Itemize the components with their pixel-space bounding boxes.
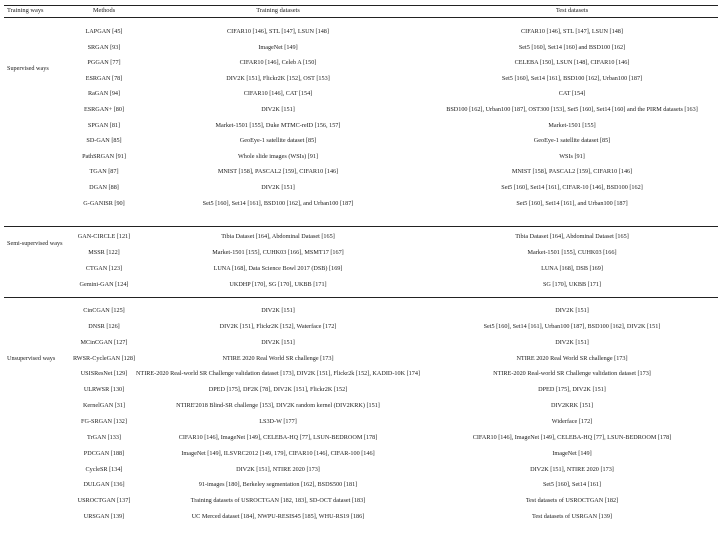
- table-row: CycleSR [134] DIV2K [151], NTIRE 2020 [173] DIV2K [151], NTIRE 2020 [173]: [85, 465, 614, 473]
- table-row: SPGAN [81] Market-1501 [155], Duke MTMC-reID [156, 157] Market-1501 [155]: [87, 121, 596, 129]
- group-label: Semi-supervised ways: [7, 240, 63, 247]
- table-row: MCinCGAN [127] DIV2K [151] DIV2K [151]: [80, 338, 589, 346]
- table-row: LAPGAN [45] CIFAR10 [146], STL [147], LSUN [148] CIFAR10 [146], STL [147], LSUN [148]: [85, 28, 623, 35]
- table-row: DULGAN [136] 91-images [180], Berkeley segmentation [162], BSDS500 [181] Set5 [160], Set14 [161]: [83, 481, 602, 489]
- table-row: ESRGAN [78] DIV2K [151], Flickr2K [152], OST [153] Set5 [160], Set14 [161], BSD100 [162], Urban100 [187]: [85, 74, 643, 82]
- table-row: SD-GAN [85] GeoEye-1 satellite dataset [85] GeoEye-1 satellite dataset [85]: [86, 137, 611, 145]
- table-row: TGAN [87] MNIST [158], PASCAL2 [159], CIFAR10 [146] MNIST [158], PASCAL2 [159], CIFAR10 [146]: [89, 168, 633, 176]
- table-row: CinCGAN [125] DIV2K [151] DIV2K [151]: [83, 307, 589, 314]
- table-row: CTGAN [123] LUNA [168], Data Science Bowl 2017 (DSB) [169] LUNA [168], DSB [169]: [85, 265, 603, 272]
- table-row: TrGAN [133] CIFAR10 [146], ImageNet [149], CELEBA-HQ [77], LSUN-BEDROOM [178] CIFAR10 [146], ImageNet [149], CELEBA-HQ [77], LSUN-BEDROOM [178]: [87, 433, 672, 441]
- table-row: RaGAN [94] CIFAR10 [146], CAT [154] CAT [154]: [87, 90, 586, 98]
- group-label: Supervised ways: [7, 65, 49, 72]
- header-row: Training ways Methods Training datasets Test datasets: [7, 7, 589, 14]
- table-row: G-GANISR [90] Set5 [160], Set14 [161], BSD100 [162], and Urban100 [187] Set5 [160], Set14 [161], and Urban100 [187]: [83, 199, 628, 207]
- table-row: PDCGAN [188] ImageNet [149], ILSVRC2012 [149, 179], CIFAR10 [146], CIFAR-100 [146] ImageNet [149]: [83, 449, 592, 457]
- table-row: ESRGAN+ [80] DIV2K [151] BSD100 [162], Urban100 [187], OST300 [153], Set5 [160], Set14 [160] and the PIRM datasets [163]: [83, 106, 698, 113]
- table-row: USROCTGAN [137] Training datasets of USROCTGAN [182, 183], SD-OCT dataset [183] Test datasets of USROCTGAN [182]: [77, 497, 619, 505]
- table-row: SRGAN [93] ImageNet [149] Set5 [160], Set14 [160] and BSD100 [162]: [87, 43, 626, 51]
- table-row: MSSR [122] Market-1501 [155], CUHK03 [166], MSMT17 [167] Market-1501 [155], CUHK03 [166]: [88, 249, 617, 256]
- table-row: PGGAN [77] CIFAR10 [146], Celeb A [150] CELEBA [150], LSUN [148], CIFAR10 [146]: [87, 59, 630, 67]
- table-row: DGAN [88] DIV2K [151] Set5 [160], Set14 [161], CIFAR-10 [146], BSD100 [162]: [89, 184, 643, 191]
- group-divider: [4, 297, 718, 298]
- table-row: DNSR [126] DIV2K [151], Flickr2K [152], Waterface [172] Set5 [160], Set14 [161], Urban100 [187], BSD100 [162], DIV2K [151]: [88, 322, 661, 330]
- table-row: RWSR-CycleGAN [128] NTIRE 2020 Real World SR challenge [173] NTIRE 2020 Real World SR challenge [173]: [72, 354, 628, 362]
- table-row: Gemini-GAN [124] UKDHP [170], SG [170], UKBB [171] SG [170], UKBB [171]: [79, 281, 602, 288]
- table-row: URSGAN [139] UC Merced dataset [184], NWPU-RESIS45 [185], WHU-RS19 [186] Test datasets of USRGAN [139]: [83, 513, 612, 521]
- table-row: FG-SRGAN [132] LS3D-W [177] Widerface [172]: [81, 417, 593, 425]
- group-divider: [4, 226, 718, 227]
- table-row: KernelGAN [31] NTIRE'2018 Blind-SR challenge [153], DIV2K random kernel (DIV2KRK) [151] DIV2KRK [151]: [82, 402, 594, 410]
- table-row: USISResNet [129] NTIRE-2020 Real-world SR Challenge validation dataset [173], DIV2K [151], Flickr2k [152], KADID-10K [174] NTIRE-2020 Real-world SR Challenge validation dataset [173]: [80, 370, 651, 378]
- table-row: PathSRGAN [91] Whole slide images (WSIs) [91] WSIs [91]: [82, 152, 585, 160]
- group-label: Unsupervised ways: [7, 355, 56, 362]
- header-rule: [4, 17, 718, 18]
- header-training-ways: Training ways: [7, 7, 44, 14]
- table-row: GAN-CIRCLE [121] Tibia Dataset [164], Abdominal Dataset [165] Tibia Dataset [164], Abdominal Dataset [165]: [77, 233, 629, 240]
- table-row: ULRWSR [130] DPED [175], DF2K [78], DIV2K [151], Flickr2K [152] DPED [175], DIV2K [151]: [83, 386, 606, 394]
